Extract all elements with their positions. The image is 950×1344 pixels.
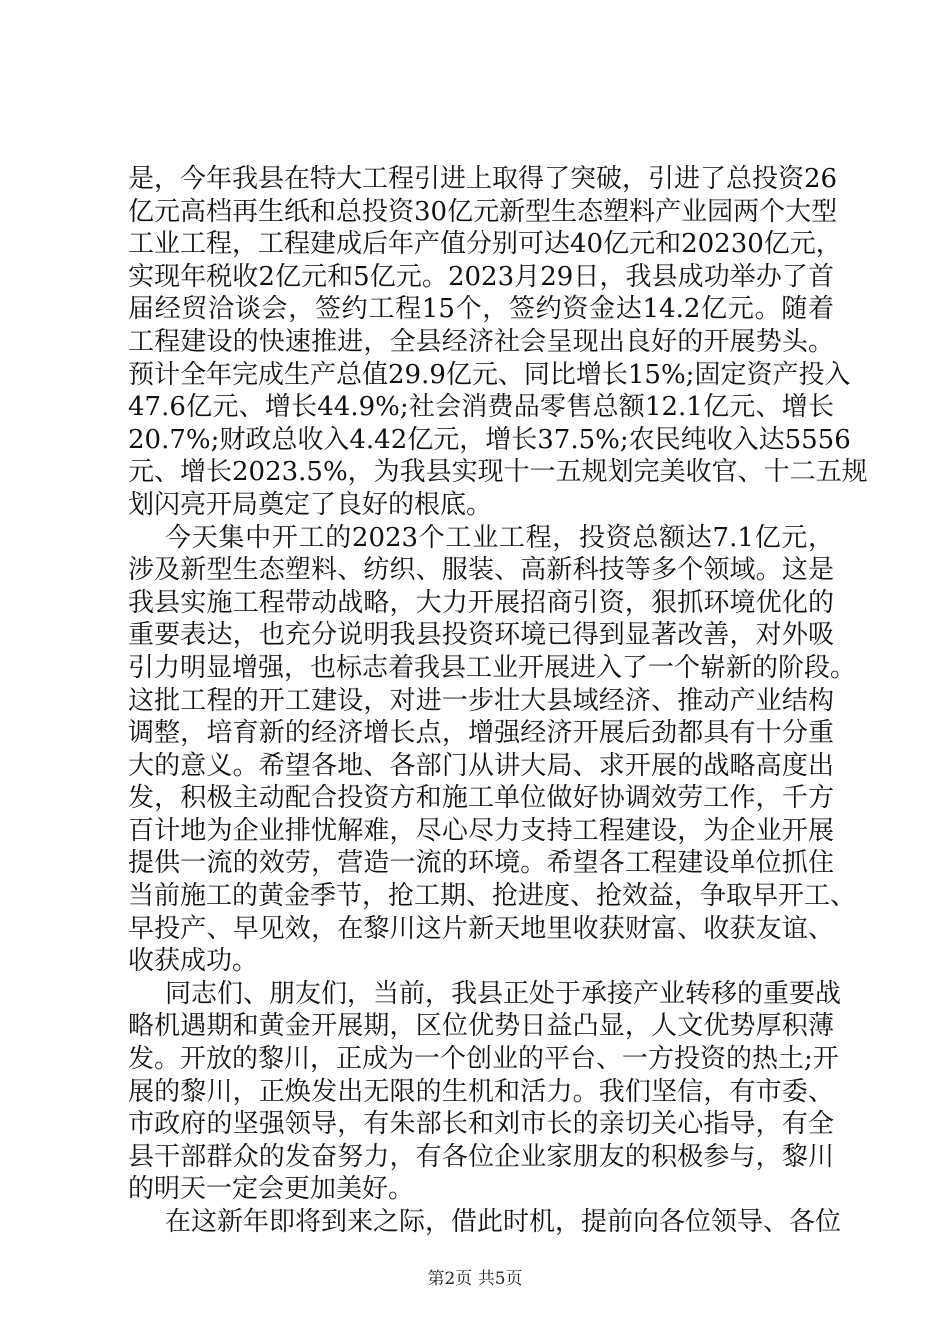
text-line: 亿元高档再生纸和总投资30亿元新型生态塑料产业园两个大型 <box>128 196 838 227</box>
paragraph <box>128 163 868 522</box>
text-line: 工程建设的快速推进，全县经济社会呈现出良好的开展势头。 <box>128 326 834 357</box>
text-line: 元、增长2023.5%，为我县实现十一五规划完美收官、十二五规 <box>128 457 868 488</box>
text-line: 发，积极主动配合投资方和施工单位做好协调效劳工作，千方 <box>128 783 834 814</box>
text-line: 县干部群众的发奋努力，有各位企业家朋友的积极参与，黎川 <box>128 1141 834 1172</box>
text-line: 预计全年完成生产总值29.9亿元、同比增长15%;固定资产投入 <box>128 359 851 390</box>
text-line: 市政府的坚强领导，有朱部长和刘市长的亲切关心指导，有全 <box>128 1109 834 1140</box>
text-line: 届经贸洽谈会，签约工程15个，签约资金达14.2亿元。随着 <box>128 294 834 325</box>
text-line: 在这新年即将到来之际，借此时机，提前向各位领导、各位 <box>165 1207 842 1237</box>
text-line: 是，今年我县在特大工程引进上取得了突破，引进了总投资26 <box>128 164 838 194</box>
text-line: 这批工程的开工建设，对进一步壮大县域经济、推动产业结构 <box>128 685 834 716</box>
text-line: 47.6亿元、增长44.9%;社会消费品零售总额12.1亿元、增长 <box>128 392 834 423</box>
text-line: 略机遇期和黄金开展期，区位优势日益凸显，人文优势厚积薄 <box>128 1011 834 1042</box>
text-line: 发。开放的黎川，正成为一个创业的平台、一方投资的热土;开 <box>128 1044 839 1075</box>
text-line: 提供一流的效劳，营造一流的环境。希望各工程建设单位抓住 <box>128 848 834 879</box>
text-line: 涉及新型生态塑料、纺织、服装、高新科技等多个领域。这是 <box>128 555 834 586</box>
text-line: 实现年税收2亿元和5亿元。2023月29日，我县成功举办了首 <box>128 261 834 292</box>
text-line: 20.7%;财政总收入4.42亿元，增长37.5%;农民纯收入达5556 <box>128 424 851 455</box>
document-body <box>128 163 868 1239</box>
text-line: 大的意义。希望各地、各部门从讲大局、求开展的战略高度出 <box>128 750 834 781</box>
text-line: 工业工程，工程建成后年产值分别可达40亿元和20230亿元， <box>128 229 842 260</box>
text-line: 今天集中开工的2023个工业工程，投资总额达7.1亿元， <box>165 522 834 553</box>
text-line: 引力明显增强，也标志着我县工业开展进入了一个崭新的阶段。 <box>128 652 857 683</box>
text-line: 重要表达，也充分说明我县投资环境已得到显著改善，对外吸 <box>128 620 834 651</box>
text-line: 同志们、朋友们，当前，我县正处于承接产业转移的重要战 <box>165 978 842 1009</box>
text-line: 早投产、早见效，在黎川这片新天地里收获财富、收获友谊、 <box>128 913 834 944</box>
text-line: 我县实施工程带动战略，大力开展招商引资，狠抓环境优化的 <box>128 587 834 618</box>
text-line: 划闪亮开局奠定了良好的根底。 <box>128 489 493 520</box>
page-footer: 第2页 共5页 <box>427 1269 523 1289</box>
text-line: 的明天一定会更加美好。 <box>128 1174 415 1205</box>
paragraph <box>128 1206 842 1239</box>
text-line: 展的黎川，正焕发出无限的生机和活力。我们坚信，有市委、 <box>128 1076 834 1107</box>
text-line: 当前施工的黄金季节，抢工期、抢进度、抢效益，争取早开工、 <box>128 881 857 912</box>
paragraph <box>128 522 857 978</box>
text-line: 收获成功。 <box>128 946 259 977</box>
paragraph <box>128 978 842 1206</box>
text-line: 百计地为企业排忧解难，尽心尽力支持工程建设，为企业开展 <box>128 815 834 846</box>
text-line: 调整，培育新的经济增长点，增强经济开展后劲都具有十分重 <box>128 718 834 749</box>
